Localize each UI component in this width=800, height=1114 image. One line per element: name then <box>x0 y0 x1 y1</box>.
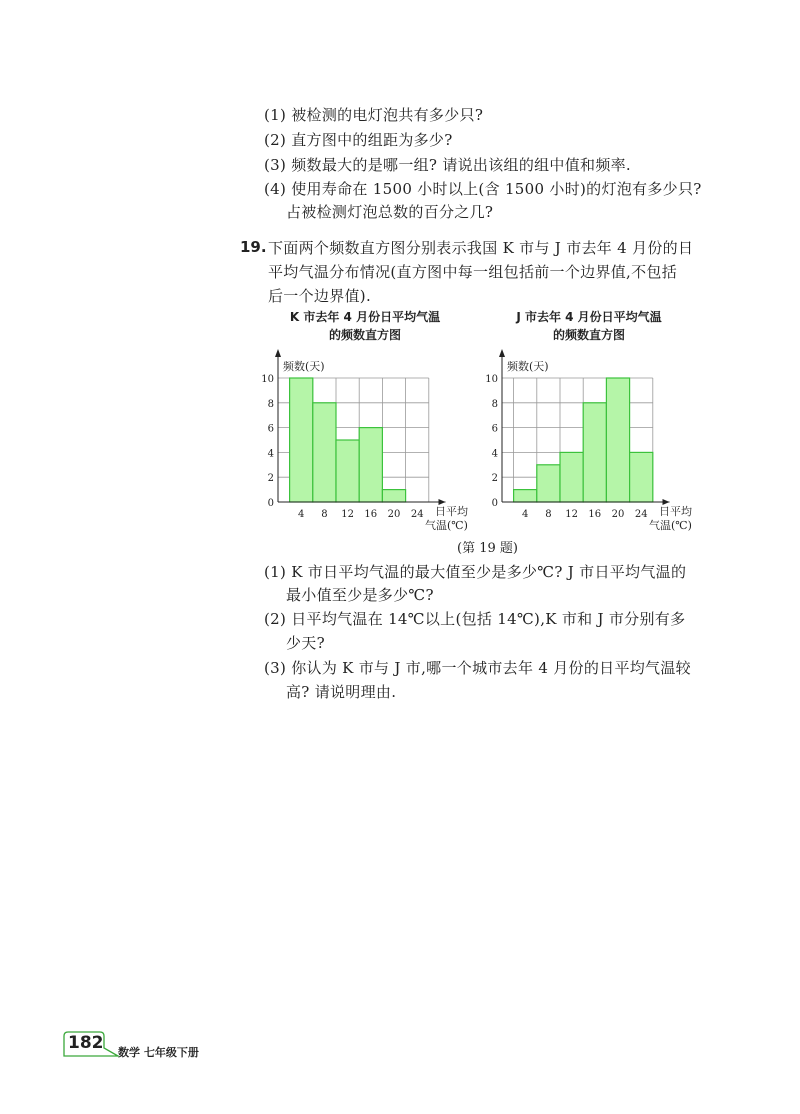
x-tick-label: 16 <box>588 509 602 520</box>
x-tick-label: 16 <box>364 509 378 520</box>
q19-intro-line-1: 下面两个频数直方图分别表示我国 K 市与 J 市去年 4 月份的日 <box>268 239 694 257</box>
y-tick-label: 8 <box>267 398 274 410</box>
histogram-bar <box>290 378 313 502</box>
x-tick-label: 12 <box>565 509 578 520</box>
chart-j-title <box>494 308 684 344</box>
histogram-j-city <box>474 345 709 535</box>
histogram-bar <box>382 490 405 502</box>
page-number: 182 <box>68 1033 104 1053</box>
x-tick-label: 24 <box>410 509 424 520</box>
q18-item-2: (2) 直方图中的组距为多少? <box>264 131 453 149</box>
q18-item-1: (1) 被检测的电灯泡共有多少只? <box>264 106 484 124</box>
y-tick-label: 10 <box>485 374 498 385</box>
histogram-bar <box>313 403 336 502</box>
q19-sub-1-line-1: (1) K 市日平均气温的最大值至少是多少℃? J 市日平均气温的 <box>264 563 687 581</box>
q19-sub-2-line-2: 少天? <box>286 634 325 652</box>
q19-sub-2-line-1: (2) 日平均气温在 14℃以上(包括 14℃),K 市和 J 市分别有多 <box>264 610 686 628</box>
histogram-bar <box>359 428 382 502</box>
x-tick-label: 20 <box>611 509 625 520</box>
chart-j-title-line-2: 的频数直方图 <box>552 328 625 342</box>
x-axis-label-line-1: 日平均 <box>659 505 692 518</box>
x-axis-label-line-2: 气温(℃) <box>649 519 692 532</box>
y-tick-label: 2 <box>491 473 498 485</box>
histogram-bar <box>630 452 653 502</box>
y-tick-label: 6 <box>267 423 274 435</box>
x-tick-label: 8 <box>321 509 328 520</box>
y-tick-label: 4 <box>267 448 274 460</box>
histogram-bar <box>583 403 606 502</box>
y-tick-label: 4 <box>491 448 498 460</box>
histogram-bar <box>537 465 560 502</box>
y-tick-label: 2 <box>267 473 274 485</box>
y-tick-label: 0 <box>267 498 274 509</box>
y-tick-label: 10 <box>261 374 274 385</box>
x-tick-label: 20 <box>387 509 401 520</box>
histogram-k-city <box>250 345 485 535</box>
q19-sub-3-line-1: (3) 你认为 K 市与 J 市,哪一个城市去年 4 月份的日平均气温较 <box>264 659 691 677</box>
y-tick-label: 8 <box>491 398 498 410</box>
chart-j-title-line-1: J 市去年 4 月份日平均气温 <box>516 310 662 324</box>
x-axis-label-line-2: 气温(℃) <box>425 519 468 532</box>
y-tick-label: 0 <box>491 498 498 509</box>
chart-k-title-line-2: 的频数直方图 <box>328 328 401 342</box>
figure-caption: (第 19 题) <box>457 541 518 556</box>
y-axis-label: 频数(天) <box>507 360 549 373</box>
book-title: 数学 七年级下册 <box>118 1046 199 1059</box>
x-tick-label: 4 <box>522 509 529 520</box>
histogram-bar <box>560 452 583 502</box>
x-tick-label: 12 <box>341 509 354 520</box>
q18-item-3: (3) 频数最大的是哪一组? 请说出该组的组中值和频率. <box>264 156 631 174</box>
x-tick-label: 8 <box>545 509 552 520</box>
y-tick-label: 6 <box>491 423 498 435</box>
y-axis-arrow <box>499 349 505 357</box>
x-tick-label: 24 <box>634 509 648 520</box>
y-axis-label: 频数(天) <box>283 360 325 373</box>
histogram-bar <box>514 490 537 502</box>
y-axis-arrow <box>275 349 281 357</box>
histogram-bar <box>336 440 359 502</box>
chart-k-title <box>270 308 460 344</box>
q19-sub-3-line-2: 高? 请说明理由. <box>286 683 397 701</box>
q18-item-4-continued: 占被检测灯泡总数的百分之几? <box>286 203 494 221</box>
question-number: 19. <box>240 238 267 256</box>
q19-intro-line-3: 后一个边界值). <box>268 287 372 305</box>
x-tick-label: 4 <box>298 509 305 520</box>
q19-intro-line-2: 平均气温分布情况(直方图中每一组包括前一个边界值,不包括 <box>268 263 678 281</box>
q18-item-4: (4) 使用寿命在 1500 小时以上(含 1500 小时)的灯泡有多少只? <box>264 180 702 198</box>
histogram-bar <box>606 378 629 502</box>
chart-k-title-line-1: K 市去年 4 月份日平均气温 <box>289 310 441 324</box>
x-axis-label-line-1: 日平均 <box>435 505 468 518</box>
q19-sub-1-line-2: 最小值至少是多少℃? <box>286 586 434 604</box>
